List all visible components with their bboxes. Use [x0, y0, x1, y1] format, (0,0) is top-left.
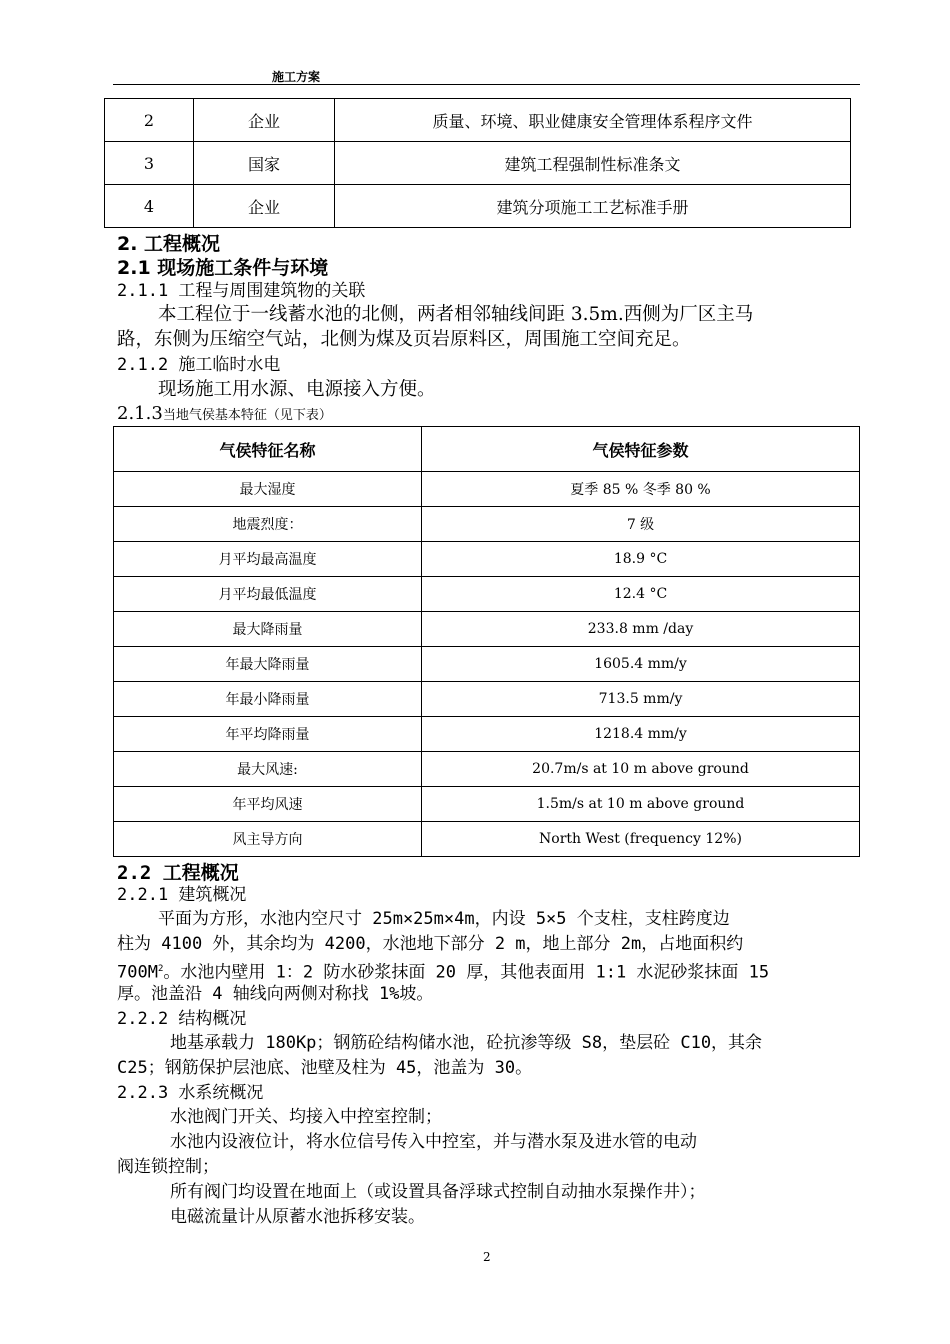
climate-value: 12.4 °C [422, 577, 860, 612]
column-header: 气侯特征参数 [422, 427, 860, 472]
climate-name: 最大降雨量 [114, 612, 422, 647]
page-header-title: 施工方案 [272, 70, 321, 84]
paragraph-line: 电磁流量计从原蓄水池拆移安装。 [170, 1207, 425, 1227]
table-row [114, 542, 860, 577]
table-row [105, 185, 851, 228]
table-row [105, 99, 851, 142]
paragraph-line: 柱为 4100 外，其余均为 4200，水池地下部分 2 m，地上部分 2m，占地面积约 [117, 934, 744, 954]
page-number: 2 [483, 1250, 491, 1264]
paragraph-line: 本工程位于一线蓄水池的北侧，两者相邻轴线间距 3.5m.西侧为厂区主马 [158, 304, 754, 325]
climate-name: 年最大降雨量 [114, 647, 422, 682]
standard-name: 质量、环境、职业健康安全管理体系程序文件 [335, 99, 851, 142]
paragraph-line: 现场施工用水源、电源接入方便。 [158, 379, 436, 400]
paragraph-line: 所有阀门均设置在地面上（或设置具备浮球式控制自动抽水泵操作井）； [170, 1182, 706, 1202]
standard-no: 2 [105, 99, 194, 142]
paragraph-line: 路，东侧为压缩空气站，北侧为煤及页岩原料区，周围施工空间充足。 [117, 329, 691, 350]
standard-no: 3 [105, 142, 194, 185]
standard-no: 4 [105, 185, 194, 228]
table-row [114, 577, 860, 612]
paragraph-line: 阀连锁控制； [117, 1157, 219, 1177]
section-number: 2.1.3 [117, 403, 163, 424]
climate-value: 20.7m/s at 10 m above ground [422, 752, 860, 787]
climate-name: 年平均降雨量 [114, 717, 422, 752]
standard-level: 国家 [194, 142, 335, 185]
section-title: 当地气侯基本特征（见下表） [162, 408, 332, 423]
table-row [114, 717, 860, 752]
section-2-1-heading: 2.1 现场施工条件与环境 [117, 257, 329, 279]
paragraph-line: 平面为方形，水池内空尺寸 25m×25m×4m，内设 5×5 个支柱，支柱跨度边 [158, 909, 730, 929]
table-header-row [114, 427, 860, 472]
climate-name: 年最小降雨量 [114, 682, 422, 717]
climate-value: 713.5 mm/y [422, 682, 860, 717]
climate-value: 7 级 [422, 507, 860, 542]
section-2-heading: 2. 工程概况 [117, 233, 221, 255]
climate-name: 月平均最低温度 [114, 577, 422, 612]
paragraph-line: 地基承载力 180Kp；钢筋砼结构储水池，砼抗渗等级 S8，垫层砼 C10，其余 [170, 1033, 763, 1053]
climate-name: 月平均最高温度 [114, 542, 422, 577]
climate-value: 1605.4 mm/y [422, 647, 860, 682]
climate-value: 18.9 °C [422, 542, 860, 577]
standard-name: 建筑分项施工工艺标准手册 [335, 185, 851, 228]
table-row [114, 822, 860, 857]
table-row [114, 472, 860, 507]
table-row [114, 507, 860, 542]
table-row [114, 752, 860, 787]
table-row [114, 612, 860, 647]
standard-name: 建筑工程强制性标准条文 [335, 142, 851, 185]
section-2-2-1-heading: 2.2.1 建筑概况 [117, 885, 247, 905]
climate-value: North West (frequency 12%) [422, 822, 860, 857]
section-2-1-2-heading: 2.1.2 施工临时水电 [117, 355, 281, 375]
climate-name: 最大风速: [114, 752, 422, 787]
paragraph-line: 水池阀门开关、均接入中控室控制； [170, 1107, 442, 1127]
table-row [105, 142, 851, 185]
climate-name: 年平均风速 [114, 787, 422, 822]
paragraph-line: 厚。池盖沿 4 轴线向两侧对称找 1%坡。 [117, 984, 434, 1004]
header-rule [113, 84, 860, 85]
standard-level: 企业 [194, 99, 335, 142]
table-row [114, 647, 860, 682]
climate-value: 夏季 85 % 冬季 80 % [422, 472, 860, 507]
climate-name: 最大湿度 [114, 472, 422, 507]
paragraph-line: C25；钢筋保护层池底、池壁及柱为 45，池盖为 30。 [117, 1058, 533, 1078]
paragraph-line: 水池内设液位计，将水位信号传入中控室，并与潜水泵及进水管的电动 [170, 1132, 697, 1152]
climate-value: 1218.4 mm/y [422, 717, 860, 752]
climate-name: 地震烈度： [114, 507, 422, 542]
section-2-2-2-heading: 2.2.2 结构概况 [117, 1009, 247, 1029]
area-value: 700M [117, 962, 158, 983]
superscript: 2 [157, 964, 164, 974]
table-row [114, 787, 860, 822]
standard-level: 企业 [194, 185, 335, 228]
column-header: 气侯特征名称 [114, 427, 422, 472]
climate-name: 风主导方向 [114, 822, 422, 857]
climate-table [113, 426, 860, 857]
paragraph-text: 。水池内壁用 1：2 防水砂浆抹面 20 厚，其他表面用 1:1 水泥砂浆抹面 15 [163, 962, 770, 983]
paragraph-line [117, 957, 769, 985]
section-2-2-3-heading: 2.2.3 水系统概况 [117, 1083, 264, 1103]
section-2-1-1-heading: 2.1.1 工程与周围建筑物的关联 [117, 281, 366, 301]
table-row [114, 682, 860, 717]
climate-value: 233.8 mm /day [422, 612, 860, 647]
section-2-1-3-heading [117, 403, 332, 424]
standards-table [104, 98, 851, 228]
climate-value: 1.5m/s at 10 m above ground [422, 787, 860, 822]
section-2-2-heading: 2.2 工程概况 [117, 862, 239, 884]
